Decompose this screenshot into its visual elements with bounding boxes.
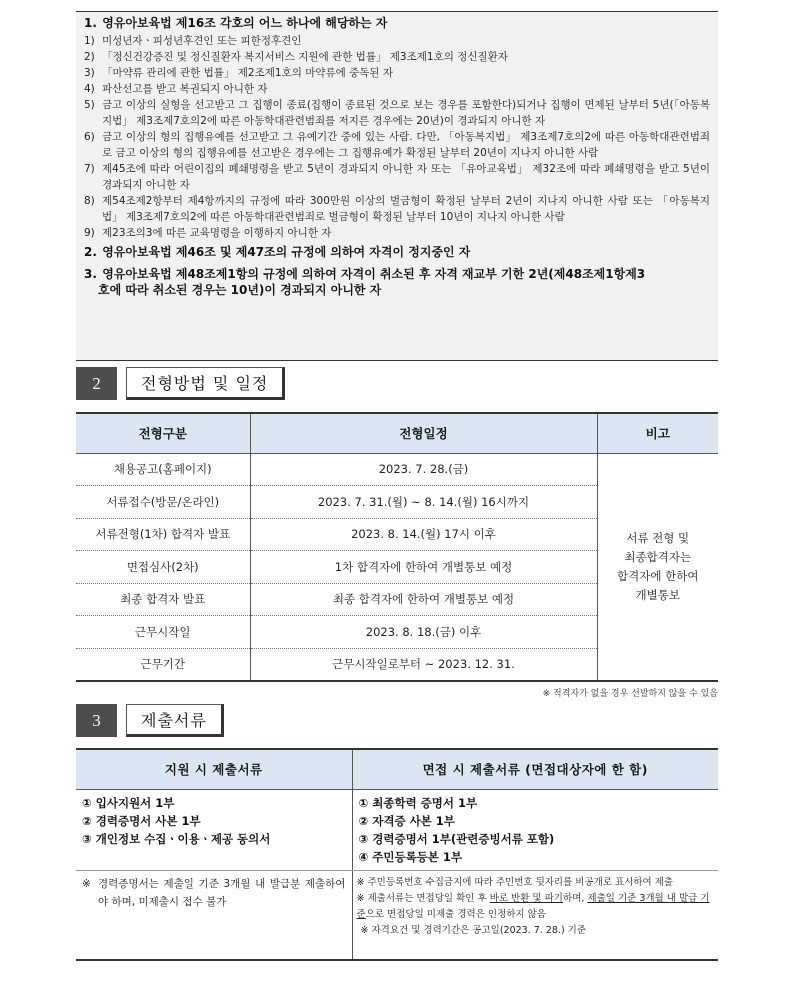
note-mark: ※ [82,877,91,890]
underlined-text: 제출일 기준 3개월 내 발급 기준 [356,892,710,920]
sub-item-number: 4) [84,83,95,95]
interview-document-item: ② 자격증 사본 1부 [358,813,455,828]
table-row [76,789,718,870]
application-document-item: ① 입사지원서 1부 [82,795,175,810]
interview-note-cell [352,870,718,960]
sub-item-number: 1) [84,35,95,47]
interview-document-item: ① 최종학력 증명서 1부 [358,795,478,810]
column-header: 비고 [597,413,718,453]
date-cell: 1차 합격자에 한하여 개별통보 예정 [250,551,597,584]
sub-item-number: 8) [84,195,95,207]
interview-note-1: ※ 주민등록번호 수집금지에 따라 주민번호 뒷자리를 비공개로 표시하여 제출 [356,876,674,888]
sub-item-text: 「정신건강증진 및 정신질환자 복지서비스 지원에 관한 법률」 제3조제1호의 정신질환자 [102,51,508,63]
application-documents-cell [76,789,352,870]
item-number: 2. [84,245,97,259]
sub-item [84,161,710,193]
date-cell: 2023. 8. 14.(월) 17시 이후 [250,518,597,551]
date-cell: 최종 합격자에 한하여 개별통보 예정 [250,583,597,616]
item-text-continued: 호에 따라 취소된 경우는 10년)이 경과되지 아니한 자 [98,283,382,297]
schedule-table [76,412,718,682]
sub-item-list [84,33,710,241]
date-cell: 2023. 8. 18.(금) 이후 [250,616,597,649]
interview-document-item: ④ 주민등록등본 1부 [358,849,463,864]
item-text: 영유아보육법 제46조 및 제47조의 규정에 의하여 자격이 정지중인 자 [102,245,471,259]
column-header: 지원 시 제출서류 [76,749,352,789]
section-title: 전형방법 및 일정 [126,367,285,400]
sub-item-number: 5) [84,99,95,111]
table-header-row [76,749,718,789]
application-document-item: ③ 개인정보 수집ㆍ이용ㆍ제공 동의서 [82,831,271,846]
sub-item [84,81,710,97]
table-row [76,870,718,960]
sub-item-number: 7) [84,163,95,175]
date-cell: 2023. 7. 31.(월) ~ 8. 14.(월) 16시까지 [250,486,597,519]
remark-line: 개별통보 [635,587,680,602]
interview-documents-cell [352,789,718,870]
remark-line: 합격자에 한하여 [617,568,699,583]
sub-item [84,65,710,81]
application-note-cell [76,870,352,960]
table-row [76,453,718,486]
sub-item-text: 금고 이상의 실형을 선고받고 그 집행이 종료(집행이 종료된 것으로 보는 경우를 포함한다)되거나 집행이 면제된 날부터 5년(「아동복지법」 제3조제7호의2에 따른 아동학대관련범죄를 저지른 경우에는 20년)이 경과되지 아니한 자 [102,99,710,127]
sub-item-text: 금고 이상의 형의 집행유예를 선고받고 그 유예기간 중에 있는 사람. 다만, 「아동복지법」 제3조제7호의2에 따른 아동학대관련범죄로 금고 이상의 형의 집행유예를 선고받은 경우에는 그 집행유예가 확정된 날부터 20년이 지나지 아니한 사람 [102,131,710,159]
sub-item-text: 「마약류 관리에 관한 법률」 제2조제1호의 마약류에 중독된 자 [102,67,394,79]
sub-item [84,193,710,225]
remark-cell [597,453,718,681]
sub-item-number: 6) [84,131,95,143]
section-number: 2 [76,367,117,400]
note-text: 경력증명서는 제출일 기준 3개월 내 발급분 제출하여야 하며, 미제출시 접수 불가 [98,877,346,908]
section-number: 3 [76,704,117,737]
section-header-documents [76,704,224,737]
note-text: ※ 제출서류는 면접당일 확인 후 [356,892,490,904]
table-header-row [76,413,718,453]
disqualification-item-1 [84,15,710,31]
interview-note-3: ※ 자격요건 및 경력기간은 공고일(2023. 7. 28.) 기준 [360,924,587,936]
item-text: 영유아보육법 제16조 각호의 어느 하나에 해당하는 자 [102,16,388,30]
note-text: 으로 면접당일 미제출 경력은 인정하지 않음 [365,908,546,920]
application-document-item: ② 경력증명서 사본 1부 [82,813,201,828]
sub-item-number: 3) [84,67,95,79]
sub-item [84,49,710,65]
remark-line: 최종합격자는 [624,549,692,564]
sub-item [84,97,710,129]
remark-line: 서류 전형 및 [626,530,690,545]
sub-item-number: 9) [84,227,95,239]
item-text: 영유아보육법 제48조제1항의 규정에 의하여 자격이 취소된 후 자격 재교부 기한 2년(제48조제1항제3 [102,267,646,281]
sub-item-text: 제54조제2항부터 제4항까지의 규정에 따라 300만원 이상의 벌금형이 확정된 날부터 2년이 지나지 아니한 사람 또는 「아동복지법」 제3조제7호의2에 따른 아동학대관련범죄로 벌금형이 확정된 날부터 10년이 지나지 아니한 사람 [102,195,710,223]
sub-item-text: 제23조의3에 따른 교육명령을 이행하지 아니한 자 [102,227,332,239]
schedule-footnote: ※ 적격자가 없을 경우 선발하지 않을 수 있음 [542,689,718,699]
sub-item-number: 2) [84,51,95,63]
section-header-schedule [76,367,285,400]
interview-document-item: ③ 경력증명서 1부(관련증빙서류 포함) [358,831,555,846]
interview-note-2 [357,891,715,923]
item-number: 3. [84,267,97,281]
disqualification-item-2 [84,244,710,260]
stage-cell: 서류전형(1차) 합격자 발표 [76,518,250,551]
note-text: 하며, [563,892,588,904]
item-number: 1. [84,16,97,30]
date-cell: 근무시작일로부터 ~ 2023. 12. 31. [250,648,597,681]
date-cell: 2023. 7. 28.(금) [250,453,597,486]
sub-item [84,225,710,241]
stage-cell: 서류접수(방문/온라인) [76,486,250,519]
disqualification-box [76,11,718,361]
column-header: 전형구분 [76,413,250,453]
sub-item-text: 미성년자ㆍ피성년후견인 또는 피한정후견인 [102,35,302,47]
disqualification-item-3 [84,266,710,298]
documents-table [76,748,718,961]
sub-item [84,33,710,49]
column-header: 면접 시 제출서류 (면접대상자에 한 함) [352,749,718,789]
sub-item-text: 파산선고를 받고 복권되지 아니한 자 [102,83,268,95]
sub-item [84,129,710,161]
column-header: 전형일정 [250,413,597,453]
section-title: 제출서류 [126,704,224,737]
application-note [82,875,346,911]
stage-cell: 채용공고(홈페이지) [76,453,250,486]
stage-cell: 근무기간 [76,648,250,681]
stage-cell: 근무시작일 [76,616,250,649]
underlined-text: 바로 반환 및 파기 [489,892,563,904]
sub-item-text: 제45조에 따라 어린이집의 폐쇄명령을 받고 5년이 경과되지 아니한 자 또는 「유아교육법」 제32조에 따라 폐쇄명령을 받고 5년이 경과되지 아니한 자 [102,163,710,191]
stage-cell: 면접심사(2차) [76,551,250,584]
stage-cell: 최종 합격자 발표 [76,583,250,616]
